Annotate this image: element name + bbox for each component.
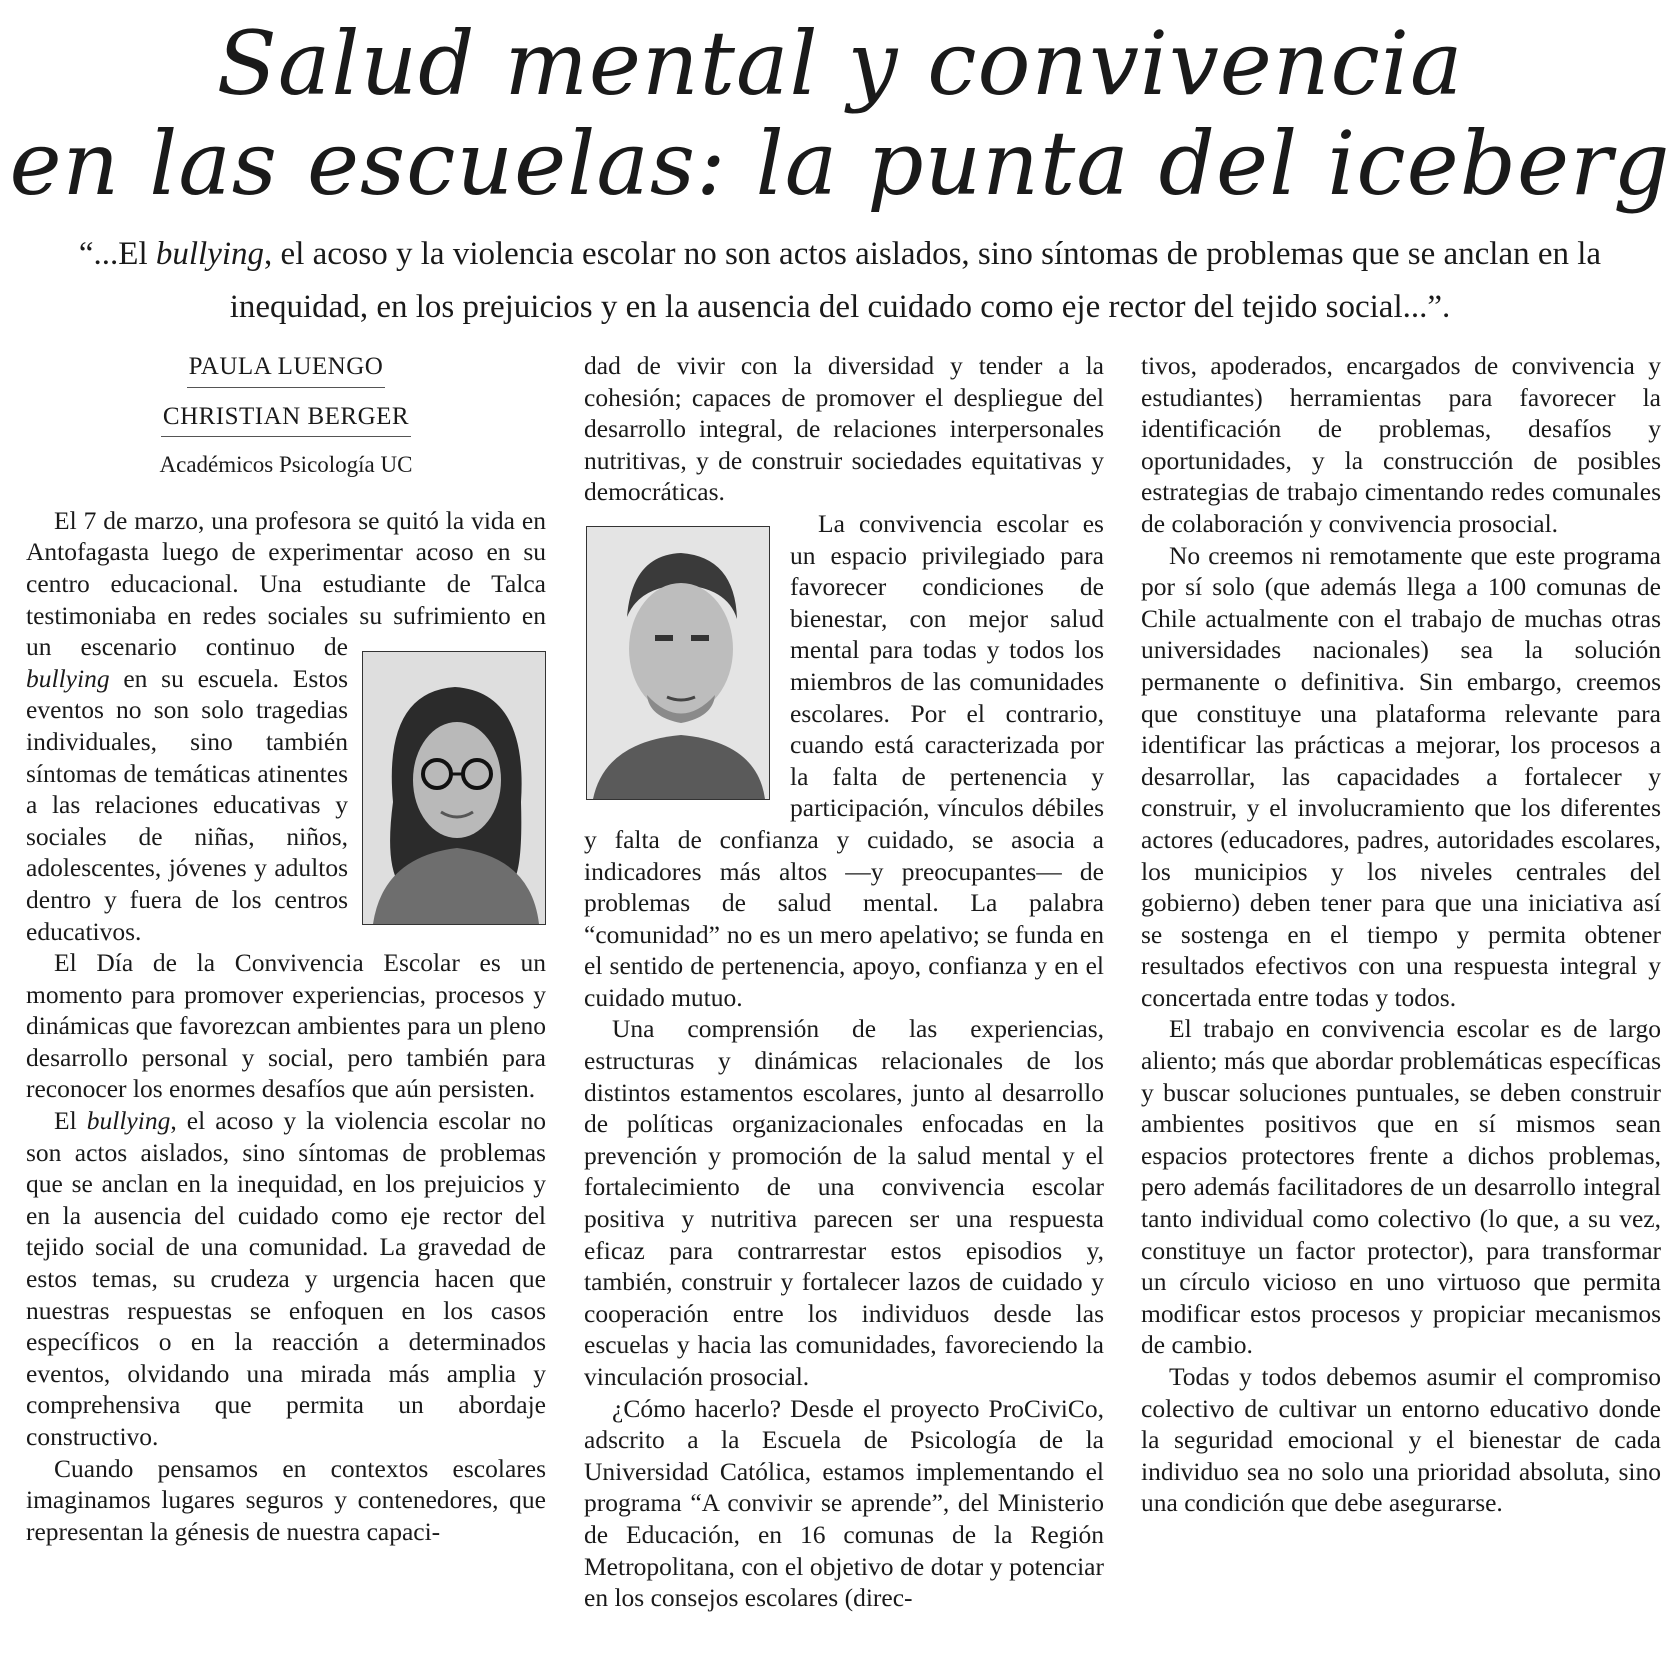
paragraph-7-start: ¿Cómo hacerlo? Desde el proyecto ProCiviCo, adscrito a la Escuela de Psicología de la Universidad Católica, estamos implementando el programa “A convivir se aprende”, del Ministerio de Educación, en 16 comunas de la Región Metropolitana, con el objetivo de dotar y potenciar en los consejos escolares (direc- xyxy=(584,1393,1104,1613)
lead-quote xyxy=(28,228,1652,334)
paragraph-5-text: La convivencia escolar es un espacio privilegiado para favorecer condiciones de bienestar, con mejor salud mental para todas y todos los miembros de las comunidades escolares. Por el contrario, cuando está caracterizada por la falta de pertenencia y participación, vínculos débiles y falta de confianza y cuidado, se asocia a indicadores más altos —y preocupantes— de problemas de salud mental. La palabra “comunidad” no es un mero apelativo; se funda en el sentido de pertenencia, apoyo, confianza y en el cuidado mutuo. xyxy=(584,508,1104,1012)
paragraph-1-b: en su escuela. Estos eventos no son solo tragedias individuales, sino también síntomas de temáticas atinentes a las relaciones educativas y sociales de niñas, niños, adolescentes, jóvenes y adultos dentro y fuera de los centros educativos. xyxy=(26,663,348,946)
byline xyxy=(26,350,546,481)
paragraph-6: Una comprensión de las experiencias, estructuras y dinámicas relacionales de los distintos estamentos escolares, junto al desarrollo de políticas organizacionales enfocadas en la prevención y promoción de la salud mental y el fortalecimiento de una convivencia escolar positiva y nutritiva parecen ser una respuesta eficaz para contrarrestar estos episodios y, también, construir y fortalecer lazos de cuidado y cooperación entre los individuos desde las escuelas y hacia las comunidades, favoreciendo la vinculación prosocial. xyxy=(584,1014,1104,1391)
woman-portrait-icon xyxy=(362,651,546,925)
paragraph-5 xyxy=(584,508,1104,1014)
paragraph-2: El Día de la Convivencia Escolar es un momento para promover experiencias, procesos y dinámicas que favorezcan ambientes para un pleno desarrollo personal y social, pero también para reconocer los enormes desafíos que aún persisten. xyxy=(26,948,546,1104)
paragraph-10: Todas y todos debemos asumir el compromiso colectivo de cultivar un entorno educativo donde la seguridad emocional y el bienestar de cada individuo sea no solo una prioridad absoluta, sino una condición que debe asegurarse. xyxy=(1141,1362,1661,1518)
paragraph-3-b: , el acoso y la violencia escolar no son actos aislados, sino síntomas de problemas que se anclan en la inequidad, en los prejuicios y en la ausencia del cuidado como eje rector del tejido social de una comunidad. La gravedad de estos temas, su crudeza y urgencia hacen que nuestras respuestas se enfoquen en los casos específicos o en la reacción a determinados eventos, olvidando una mirada más amplia y comprehensiva que permita un abordaje constructivo. xyxy=(26,1106,547,1451)
paragraph-4-end: dad de vivir con la diversidad y tender a la cohesión; capaces de promover el despliegue del desarrollo integral, de relaciones interpersonales nutritivas, y de construir sociedades equitativas y democráticas. xyxy=(584,351,1104,507)
paragraph-9: El trabajo en convivencia escolar es de largo aliento; más que abordar problemáticas específicas y buscar soluciones puntuales, se deben construir ambientes positivos que en sí mismos sean espacios protectores frente a dichos problemas, pero además facilitadores de un desarrollo integral tanto individual como colectivo (lo que, a su vez, constituye un factor protector), para transformar un círculo vicioso en uno virtuoso que permita modificar estos procesos y propiciar mecanismos de cambio. xyxy=(1141,1014,1661,1360)
headline xyxy=(0,14,1680,214)
author-name-2: CHRISTIAN BERGER xyxy=(161,401,411,438)
paragraph-1-a: El 7 de marzo, una profesora se quitó la vida en Antofagasta luego de experimentar acoso en su centro educacional. Una estudiante de Talca testimoniaba en redes sociales su sufrimiento en un escenario continuo de xyxy=(26,505,546,662)
article-column-2 xyxy=(584,350,1104,1614)
author-name-1: PAULA LUENGO xyxy=(187,351,386,388)
paragraph-8: No creemos ni remotamente que este programa por sí solo (que además llega a 100 comunas de Chile actualmente con el trabajo de muchas otras universidades nacionales) sea la solución permanente o definitiva. Sin embargo, creemos que constituye una plataforma relevante para identificar las prácticas a mejorar, los procesos a desarrollar, las capacidades a fortalecer y construir, y el involucramiento que los diferentes actores (educadores, padres, autoridades escolares, los municipios y los niveles centrales del gobierno) deben tener para que una iniciativa así se sostenga en el tiempo y permita obtener resultados efectivos con una respuesta integral y concertada entre todas y todos. xyxy=(1141,540,1661,1012)
paragraph-1-italic: bullying xyxy=(26,663,110,693)
paragraph-3 xyxy=(26,1105,546,1453)
headline-line-1: Salud mental y convivencia xyxy=(216,12,1464,115)
lead-quote-italic: bullying xyxy=(155,236,265,272)
man-portrait-icon xyxy=(586,526,770,800)
paragraph-3-italic: bullying xyxy=(86,1106,171,1136)
paragraph-1 xyxy=(26,505,546,947)
article-column-3 xyxy=(1141,350,1661,1519)
lead-quote-open: “...El xyxy=(78,236,156,272)
article-column-1 xyxy=(26,350,546,1547)
paragraph-3-a: El xyxy=(54,1106,87,1136)
paragraph-7-end: tivos, apoderados, encargados de convivencia y estudiantes) herramientas para favorecer la identificación de problemas, desafíos y oportunidades, y la construcción de posibles estrategias de trabajo cimentando redes comunales de colaboración y convivencia prosocial. xyxy=(1141,351,1661,538)
paragraph-4-start: Cuando pensamos en contextos escolares imaginamos lugares seguros y contenedores, que representan la génesis de nuestra capaci- xyxy=(26,1453,546,1546)
lead-quote-rest: , el acoso y la violencia escolar no son actos aislados, sino síntomas de problemas que se anclan en la inequidad, en los prejuicios y en la ausencia del cuidado como eje rector del tejido social...”. xyxy=(229,236,1602,325)
author-affiliation: Académicos Psicología UC xyxy=(159,452,413,478)
headline-line-2: en las escuelas: la punta del iceberg xyxy=(9,112,1671,215)
